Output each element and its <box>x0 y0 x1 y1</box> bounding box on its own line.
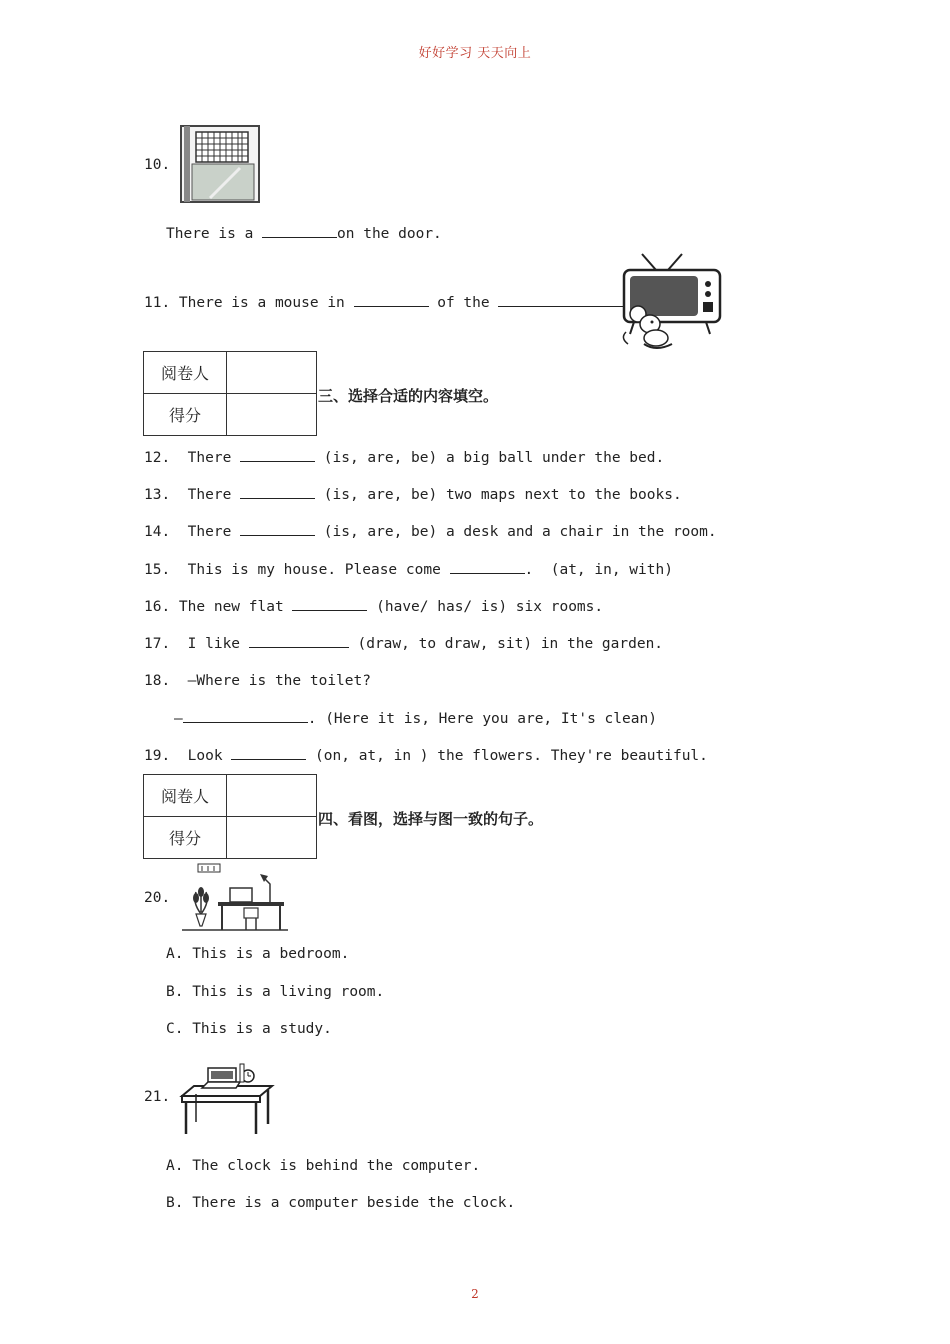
section-4-title: 四、看图，选择与图一致的句子。 <box>318 810 544 828</box>
q10-text-a: There is a <box>166 226 263 242</box>
q19-text-a: 19. Look <box>144 748 232 764</box>
q16-text-a: 16. The new flat <box>144 599 293 615</box>
q16 <box>144 598 603 615</box>
q19-text-b: (on, at, in ) the flowers. They're beautiful. <box>306 748 708 764</box>
q18-dash: — <box>174 711 183 727</box>
door-window-image <box>180 124 262 204</box>
q14-blank[interactable] <box>240 523 315 536</box>
reviewer-box[interactable] <box>227 775 317 817</box>
q18-text-b: . (Here it is, Here you are, It's clean) <box>307 711 657 727</box>
q15 <box>144 561 673 578</box>
q13-text-b: (is, are, be) two maps next to the books. <box>315 487 682 503</box>
score-table-1 <box>143 351 317 436</box>
q17 <box>144 635 663 652</box>
q14 <box>144 523 717 540</box>
q11-blank-1[interactable] <box>354 294 429 307</box>
q17-text-a: 17. I like <box>144 636 249 652</box>
q17-text-b: (draw, to draw, sit) in the garden. <box>348 636 664 652</box>
section-3-title: 三、选择合适的内容填空。 <box>318 387 499 405</box>
q14-text-a: 14. There <box>144 524 241 540</box>
q17-blank[interactable] <box>249 635 349 648</box>
q11-blank-2[interactable] <box>498 294 623 307</box>
q10-number: 10. <box>144 157 171 173</box>
q10-sentence <box>166 225 442 242</box>
q15-blank[interactable] <box>450 561 525 574</box>
q20-option-b[interactable]: B. This is a living room. <box>166 984 385 1000</box>
reviewer-label: 阅卷人 <box>144 775 227 817</box>
q12-blank[interactable] <box>240 449 315 462</box>
reviewer-label: 阅卷人 <box>144 352 227 394</box>
q13-text-a: 13. There <box>144 487 241 503</box>
q13 <box>144 486 682 503</box>
study-room-image <box>178 862 290 934</box>
q20-option-c[interactable]: C. This is a study. <box>166 1021 332 1037</box>
q11-sentence <box>144 294 632 311</box>
q18-question: 18. —Where is the toilet? <box>144 673 371 689</box>
score-box[interactable] <box>227 817 317 859</box>
q20-number: 20. <box>144 890 171 906</box>
tv-mouse-image <box>616 252 722 352</box>
q10-blank[interactable] <box>262 225 337 238</box>
q15-text-b: . (at, in, with) <box>524 562 673 578</box>
q16-blank[interactable] <box>292 598 367 611</box>
q16-text-b: (have/ has/ is) six rooms. <box>367 599 604 615</box>
reviewer-box[interactable] <box>227 352 317 394</box>
q11-text-a: 11. There is a mouse in <box>144 295 354 311</box>
page-number: 2 <box>471 1287 479 1301</box>
q12 <box>144 449 664 466</box>
q20-option-a[interactable]: A. This is a bedroom. <box>166 946 350 962</box>
q19-blank[interactable] <box>231 747 306 760</box>
q13-blank[interactable] <box>240 486 315 499</box>
score-box[interactable] <box>227 394 317 436</box>
q12-text-a: 12. There <box>144 450 241 466</box>
q18-blank[interactable] <box>183 710 308 723</box>
q11-text-b: of the <box>428 295 499 311</box>
score-label: 得分 <box>144 394 227 436</box>
q21-option-a[interactable]: A. The clock is behind the computer. <box>166 1158 481 1174</box>
q10-text-b: on the door. <box>337 226 442 242</box>
q21-number: 21. <box>144 1089 171 1105</box>
q15-text-a: 15. This is my house. Please come <box>144 562 450 578</box>
q18-answer <box>174 710 657 727</box>
q12-text-b: (is, are, be) a big ball under the bed. <box>315 450 665 466</box>
score-table-2 <box>143 774 317 859</box>
q19 <box>144 747 708 764</box>
q21-option-b[interactable]: B. There is a computer beside the clock. <box>166 1195 516 1211</box>
desk-computer-clock-image <box>178 1062 276 1136</box>
score-label: 得分 <box>144 817 227 859</box>
page-header: 好好学习 天天向上 <box>418 46 532 61</box>
q14-text-b: (is, are, be) a desk and a chair in the room. <box>315 524 717 540</box>
